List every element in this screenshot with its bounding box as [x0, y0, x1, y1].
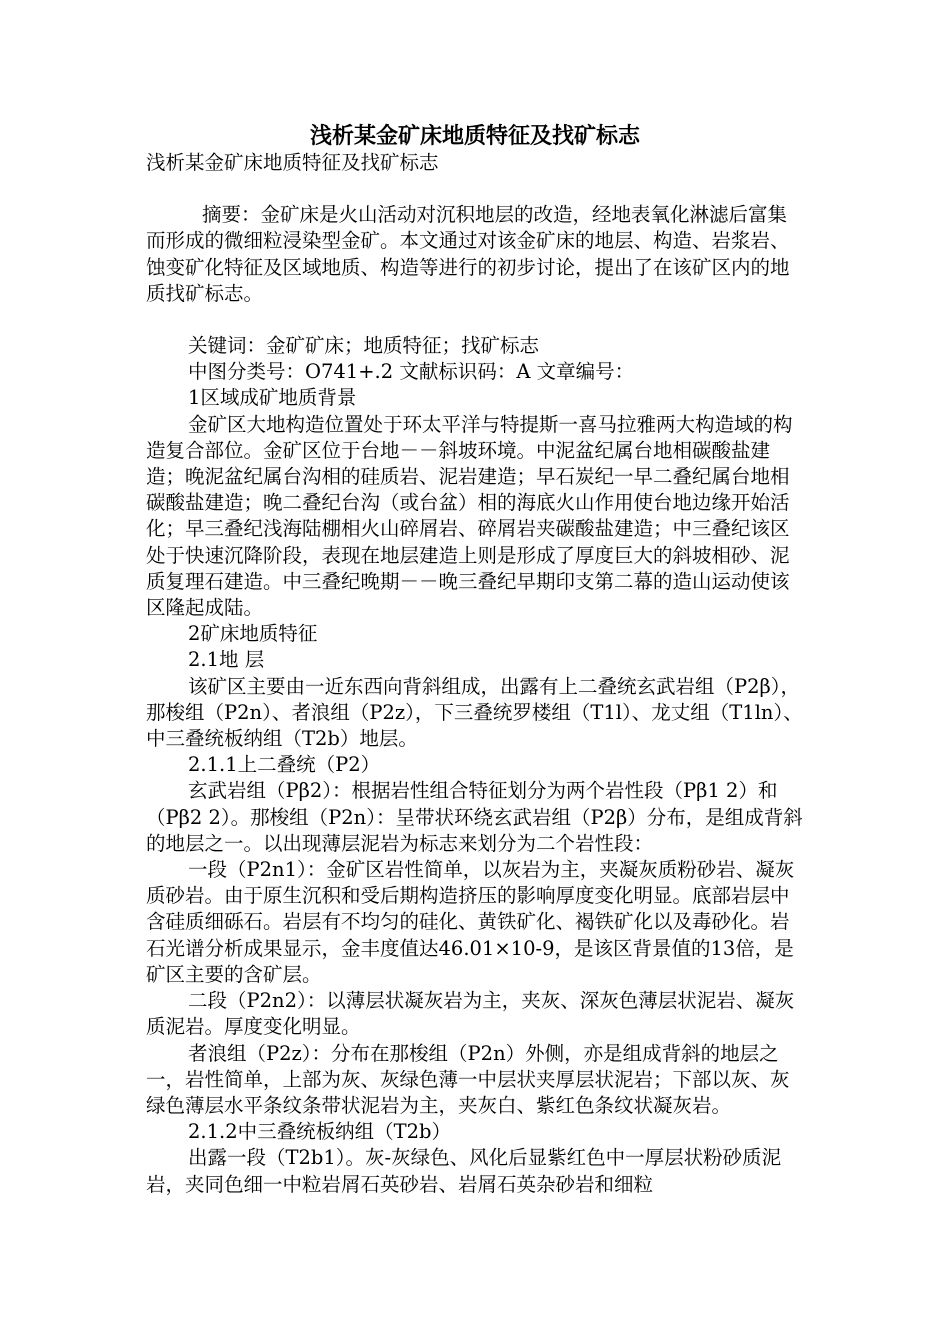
spacer: [146, 307, 806, 333]
document-title: 浅析某金矿床地质特征及找矿标志: [309, 123, 640, 149]
section-2-1-1-heading: 2.1.1上二叠统（P2）: [188, 753, 381, 777]
section-2-1-heading: 2.1地 层: [188, 648, 265, 672]
abstract-paragraph: 摘要：金矿床是火山活动对沉积地层的改造，经地表氧化淋滤后富集而形成的微细粒浸染型金矿。本文通过对该金矿床的地层、构造、岩浆岩、蚀变矿化特征及区域地质、构造等进行的初步讨论，提出了在该矿区内的地质找矿标志。: [146, 203, 790, 305]
spacer: [146, 176, 806, 202]
section-2-1-2-heading: 2.1.2中三叠统板纳组（T2b）: [188, 1120, 452, 1144]
section-1-heading: 1区域成矿地质背景: [188, 386, 357, 410]
p2z-paragraph: 者浪组（P2z）：分布在那梭组（P2n）外侧，亦是组成背斜的地层之一，岩性简单，上部为灰、灰绿色薄一中层状夹厚层状泥岩；下部以灰、灰绿色薄层水平条纹条带状泥岩为主，夹灰白、紫红色条纹状凝灰岩。: [146, 1041, 790, 1117]
section-2-heading: 2矿床地质特征: [188, 622, 318, 646]
p2n1-paragraph: 一段（P2n1）：金矿区岩性简单，以灰岩为主，夹凝灰质粉砂岩、凝灰质砂岩。由于原生沉积和受后期构造挤压的影响厚度变化明显。底部岩层中含硅质细砾石。岩层有不均匀的硅化、黄铁矿化、褐铁矿化以及毒砂化。岩石光谱分析成果显示，金丰度值达46.01×10-9，是该区背景值的13倍，是矿区主要的含矿层。: [146, 858, 795, 986]
section-2-1-paragraph: 该矿区主要由一近东西向背斜组成，出露有上二叠统玄武岩组（P2β），那梭组（P2n）、者浪组（P2z），下三叠统罗楼组（T1l）、龙丈组（T1ln）、中三叠统板纳组（T2b）地层。: [146, 674, 803, 751]
section-1-paragraph: 金矿区大地构造位置处于环太平洋与特提斯一喜马拉雅两大构造域的构造复合部位。金矿区位于台地－－斜坡环境。中泥盆纪属台地相碳酸盐建造；晚泥盆纪属台沟相的硅质岩、泥岩建造；早石炭纪一早二叠纪属台地相碳酸盐建造；晚二叠纪台沟（或台盆）相的海底火山作用使台地边缘开始活化；早三叠纪浅海陆棚相火山碎屑岩、碎屑岩夹碳酸盐建造；中三叠纪该区处于快速沉降阶段，表现在地层建造上则是形成了厚度巨大的斜坡相砂、泥质复理石建造。中三叠纪晚期－－晚三叠纪早期印支第二幕的造山运动使该区隆起成陆。: [146, 412, 793, 620]
section-2-1-1-paragraph: 玄武岩组（Pβ2）：根据岩性组合特征划分为两个岩性段（Pβ1 2）和（Pβ2 2）。那梭组（P2n）：呈带状环绕玄武岩组（P2β）分布，是组成背斜的地层之一。以出现薄层泥岩为标志来划分为二个岩性段：: [146, 779, 803, 855]
document-body: [146, 150, 806, 1198]
keywords-line: 关键词：金矿矿床；地质特征；找矿标志: [188, 334, 540, 358]
classification-line: 中图分类号：O741+.2 文献标识码：A 文章编号：: [188, 360, 635, 384]
document-subtitle: 浅析某金矿床地质特征及找矿标志: [146, 151, 439, 174]
t2b1-paragraph: 出露一段（T2b1）。灰-灰绿色、风化后显紫红色中一厚层状粉砂质泥岩，夹同色细一中粒岩屑石英砂岩、岩屑石英杂砂岩和细粒: [146, 1146, 782, 1196]
p2n2-paragraph: 二段（P2n2）：以薄层状凝灰岩为主，夹灰、深灰色薄层状泥岩、凝灰质泥岩。厚度变化明显。: [146, 989, 795, 1039]
